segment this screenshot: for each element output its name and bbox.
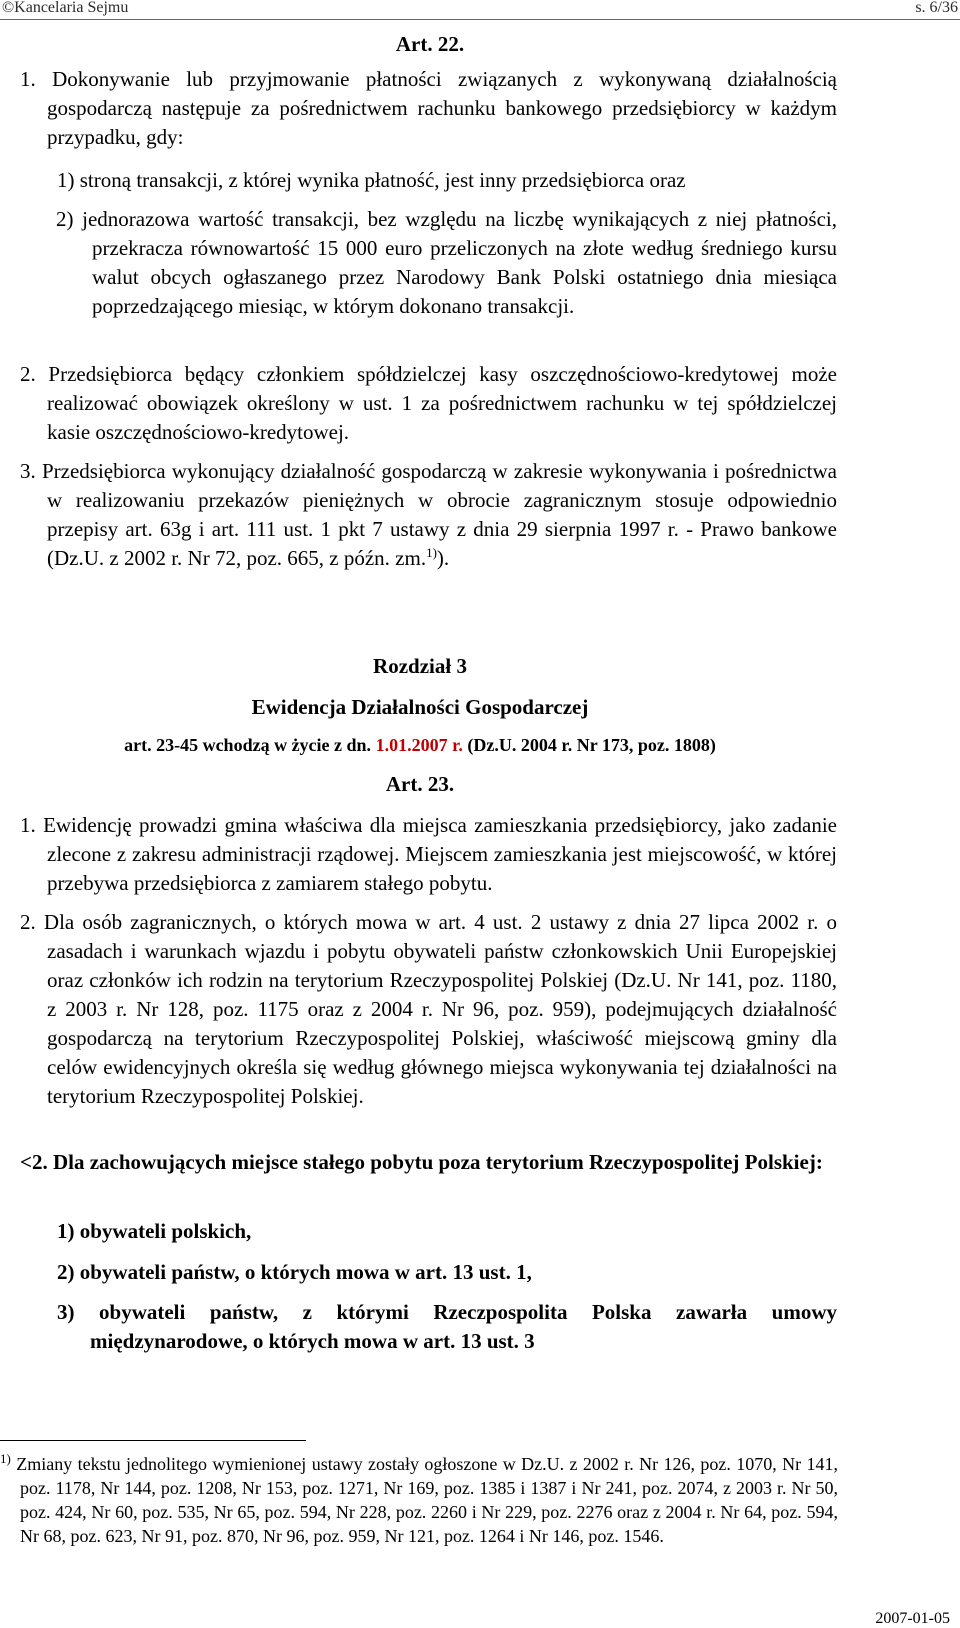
art22-title: Art. 22. xyxy=(395,32,465,56)
art23-paragraph-1: 1. Ewidencję prowadzi gmina właściwa dla miejsca zamieszkania przedsiębiorcy, jako zadanie zlecone z zakresu administracji rządowej. Miejscem zamieszkania jest miejscowość, w której przebywa przedsiębiorca z zamiarem stałego pobytu. xyxy=(20,813,837,895)
art23-list-item-2 xyxy=(57,1258,837,1287)
art22-p1-text: 1. Dokonywanie lub przyjmowanie płatności związanych z wykonywaną działalnością gospodarczą następuje za pośrednictwem rachunku bankowego przedsiębiorcy w każdym przypadku, gdy: xyxy=(20,67,837,149)
footer-date: 2007-01-05 xyxy=(875,1610,950,1627)
list-item-num: 2) xyxy=(57,1260,75,1284)
footnote-mark: 1) xyxy=(0,1451,11,1466)
art23-list-item-1 xyxy=(57,1217,837,1246)
chapter-subtitle: Ewidencja Działalności Gospodarczej xyxy=(251,695,589,719)
footnote xyxy=(0,1451,839,1548)
list-item-text: obywateli polskich, xyxy=(79,1219,252,1243)
header-source: ©Kancelaria Sejmu xyxy=(2,0,129,16)
list-item-num: 3) xyxy=(57,1300,75,1324)
header-rule xyxy=(0,19,960,20)
art22-paragraph-3 xyxy=(20,457,837,573)
art22-paragraph-1 xyxy=(20,65,837,152)
art22-item-1: 1) stroną transakcji, z której wynika płatność, jest inny przedsiębiorca oraz xyxy=(57,168,686,192)
chapter-note-a: art. 23-45 wchodzą w życie z dn. xyxy=(124,735,376,755)
footnote-rule xyxy=(0,1440,306,1441)
header-page-number: s. 6/36 xyxy=(915,0,958,16)
chapter-note-date: 1.01.2007 r. xyxy=(375,735,463,755)
art22-p3-end: ). xyxy=(436,546,450,570)
art23-title: Art. 23. xyxy=(385,772,455,796)
art22-p3-text: 3. Przedsiębiorca wykonujący działalność gospodarczą w zakresie wykonywania i pośrednictwa w realizowaniu przekazów pieniężnych w obrocie zagranicznym stosuje odpowiednio przepisy art. 63g i art. 111 ust. 1 pkt 7 ustawy z dnia 29 sierpnia 1997 r. - Prawo bankowe (Dz.U. z 2002 r. Nr 72, poz. 665, z późn. zm. xyxy=(20,459,837,570)
art22-paragraph-2: 2. Przedsiębiorca będący członkiem spółdzielczej kasy oszczędnościowo-kredytowej może realizować obowiązek określony w ust. 1 za pośrednictwem rachunku w tej spółdzielczej kasie oszczędnościowo-kredytowej. xyxy=(20,362,837,444)
art22-item-2: 2) jednorazowa wartość transakcji, bez względu na liczbę wynikających z niej płatności, przekracza równowartość 15 000 euro przeliczonych na złote według średniego kursu walut obcych ogłaszanego przez Narodowy Bank Polski ostatniego dnia miesiąca poprzedzającego miesiąc, w którym dokonano transakcji. xyxy=(56,207,837,318)
footnote-ref[interactable]: 1) xyxy=(426,545,437,560)
chapter-title: Rozdział 3 xyxy=(373,654,467,678)
art23-list-item-3 xyxy=(57,1298,837,1356)
chapter-note xyxy=(0,735,840,755)
footnote-text: Zmiany tekstu jednolitego wymienionej ustawy zostały ogłoszone w Dz.U. z 2002 r. Nr 126, poz. 1070, Nr 141, poz. 1178, Nr 144, poz. 1208, Nr 153, poz. 1271, Nr 169, poz. 1385 i 1387 i Nr 241, poz. 2074, z 2003 r. Nr 50, poz. 424, Nr 60, poz. 535, Nr 65, poz. 594, Nr 228, poz. 2260 i Nr 229, poz. 2276 oraz z 2004 r. Nr 64, poz. 594, Nr 68, poz. 623, Nr 91, poz. 870, Nr 96, poz. 959, Nr 121, poz. 1264 i Nr 146, poz. 1546. xyxy=(16,1454,839,1546)
list-item-text: obywateli państw, o których mowa w art. 13 ust. 1, xyxy=(79,1260,532,1284)
art23-paragraph-2-new: <2. Dla zachowujących miejsce stałego pobytu poza terytorium Rzeczypospolitej Polskiej: xyxy=(20,1150,823,1174)
list-item-num: 1) xyxy=(57,1219,75,1243)
page-header xyxy=(0,0,960,20)
list-item-text: obywateli państw, z którymi Rzeczpospolita Polska zawarła umowy międzynarodowe, o których mowa w art. 13 ust. 3 xyxy=(90,1300,837,1353)
chapter-note-b: (Dz.U. 2004 r. Nr 173, poz. 1808) xyxy=(462,735,716,755)
art23-paragraph-2: 2. Dla osób zagranicznych, o których mowa w art. 4 ust. 2 ustawy z dnia 27 lipca 2002 r. o zasadach i warunkach wjazdu i pobytu obywateli państw członkowskich Unii Europejskiej oraz członków ich rodzin na terytorium Rzeczypospolitej Polskiej (Dz.U. Nr 141, poz. 1180, z 2003 r. Nr 128, poz. 1175 oraz z 2004 r. Nr 96, poz. 959), podejmujących działalność gospodarczą na terytorium Rzeczypospolitej Polskiej, właściwość miejscową gminy dla celów ewidencyjnych określa się według głównego miejsca wykonywania tej działalności na terytorium Rzeczypospolitej Polskiej. xyxy=(20,910,837,1108)
